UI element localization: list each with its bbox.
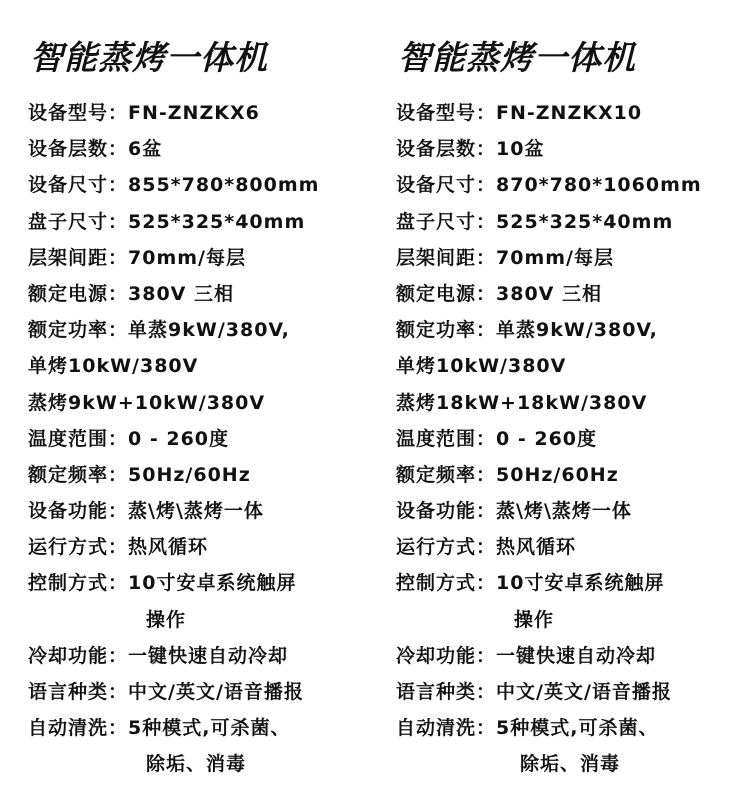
- spec-value: 单蒸9kW/380V,: [128, 319, 290, 342]
- spec-value: 单烤10kW/380V: [396, 355, 567, 378]
- spec-label: 额定频率：: [396, 463, 497, 486]
- spec-label: 额定电源：: [28, 282, 129, 305]
- spec-label: 温度范围：: [28, 427, 129, 450]
- spec-row-auto-clean-cont: [28, 746, 319, 782]
- spec-value: 10寸安卓系统触屏: [496, 572, 665, 595]
- spec-label: 盘子尺寸：: [28, 210, 129, 233]
- spec-row-control: [396, 565, 702, 601]
- spec-value: FN-ZNZKX10: [496, 102, 643, 124]
- spec-label: 自动清洗：: [396, 717, 497, 740]
- spec-value: 525*325*40mm: [128, 210, 306, 233]
- spec-label: 层架间距：: [396, 246, 497, 269]
- spec-label: 语言种类：: [28, 681, 129, 703]
- spec-row-tray-size: [28, 204, 319, 240]
- spec-row-layers: [28, 131, 319, 167]
- spec-label: 控制方式：: [28, 572, 129, 595]
- spec-value: 70mm/每层: [496, 246, 614, 269]
- spec-row-rated-power-cont: [28, 348, 319, 384]
- spec-value: FN-ZNZKX6: [128, 102, 260, 124]
- spec-row-model: [28, 95, 319, 131]
- spec-label: 运行方式：: [396, 536, 497, 559]
- spec-row-auto-clean: [396, 710, 702, 746]
- spec-row-rated-power: [396, 312, 702, 348]
- spec-value: 蒸\烤\蒸烤一体: [128, 500, 264, 523]
- spec-value: 一键快速自动冷却: [496, 644, 657, 667]
- spec-row-languages: [28, 674, 319, 710]
- spec-list: [28, 95, 319, 783]
- spec-label: 额定功率：: [396, 319, 497, 342]
- spec-row-temperature: [28, 421, 319, 457]
- spec-row-control-cont: [396, 602, 702, 638]
- spec-value: 中文/英文/语音播报: [128, 681, 304, 703]
- spec-row-model: [396, 95, 702, 131]
- spec-value: 操作: [146, 608, 187, 631]
- spec-value: 855*780*800mm: [128, 174, 320, 197]
- spec-row-operation-mode: [396, 529, 702, 565]
- spec-label: 冷却功能：: [28, 644, 129, 667]
- spec-label: 设备型号：: [28, 102, 129, 124]
- spec-value: 除垢、消毒: [520, 753, 621, 776]
- spec-value: 380V 三相: [128, 282, 234, 305]
- spec-value: 50Hz/60Hz: [496, 463, 619, 486]
- spec-row-languages: [396, 674, 702, 710]
- spec-value: 5种模式,可杀菌、: [496, 717, 659, 740]
- spec-label: 设备尺寸：: [28, 174, 129, 197]
- spec-label: 盘子尺寸：: [396, 210, 497, 233]
- spec-label: 设备型号：: [396, 102, 497, 124]
- spec-value: 一键快速自动冷却: [128, 644, 289, 667]
- spec-row-auto-clean-cont: [396, 746, 702, 782]
- spec-row-power-supply: [28, 276, 319, 312]
- spec-row-cooling: [396, 638, 702, 674]
- spec-label: 额定频率：: [28, 463, 129, 486]
- spec-value: 870*780*1060mm: [496, 174, 702, 197]
- spec-list: [396, 95, 702, 783]
- spec-label: 层架间距：: [28, 246, 129, 269]
- spec-label: 设备功能：: [396, 500, 497, 523]
- spec-row-control: [28, 565, 319, 601]
- spec-row-rated-power-cont: [396, 348, 702, 384]
- spec-value: 蒸烤18kW+18kW/380V: [396, 391, 648, 414]
- spec-value: 蒸烤9kW+10kW/380V: [28, 391, 266, 414]
- spec-row-functions: [28, 493, 319, 529]
- spec-label: 设备功能：: [28, 500, 129, 523]
- spec-value: 70mm/每层: [128, 246, 246, 269]
- spec-row-control-cont: [28, 602, 319, 638]
- spec-label: 设备层数：: [28, 138, 129, 161]
- spec-label: 自动清洗：: [28, 717, 129, 740]
- spec-value: 热风循环: [496, 536, 577, 559]
- spec-row-layers: [396, 131, 702, 167]
- spec-row-shelf-spacing: [396, 240, 702, 276]
- spec-row-frequency: [396, 457, 702, 493]
- spec-row-frequency: [28, 457, 319, 493]
- spec-label: 语言种类：: [396, 681, 497, 703]
- spec-label: 额定电源：: [396, 282, 497, 305]
- spec-value: 蒸\烤\蒸烤一体: [496, 500, 632, 523]
- spec-row-rated-power-cont: [396, 385, 702, 421]
- spec-value: 热风循环: [128, 536, 209, 559]
- spec-row-cooling: [28, 638, 319, 674]
- spec-row-power-supply: [396, 276, 702, 312]
- spec-value: 525*325*40mm: [496, 210, 674, 233]
- spec-label: 设备层数：: [396, 138, 497, 161]
- spec-value: 5种模式,可杀菌、: [128, 717, 291, 740]
- spec-value: 50Hz/60Hz: [128, 463, 251, 486]
- product-title: 智能蒸烤一体机: [398, 38, 636, 77]
- spec-value: 380V 三相: [496, 282, 602, 305]
- spec-label: 设备尺寸：: [396, 174, 497, 197]
- spec-label: 额定功率：: [28, 319, 129, 342]
- spec-value: 除垢、消毒: [146, 753, 247, 776]
- spec-row-temperature: [396, 421, 702, 457]
- spec-value: 0 - 260度: [128, 427, 230, 450]
- spec-value: 10寸安卓系统触屏: [128, 572, 297, 595]
- spec-value: 操作: [514, 608, 555, 631]
- spec-row-shelf-spacing: [28, 240, 319, 276]
- spec-row-rated-power: [28, 312, 319, 348]
- spec-label: 控制方式：: [396, 572, 497, 595]
- spec-label: 运行方式：: [28, 536, 129, 559]
- spec-value: 10盆: [496, 138, 545, 161]
- spec-label: 温度范围：: [396, 427, 497, 450]
- spec-value: 中文/英文/语音播报: [496, 681, 672, 703]
- product-title: 智能蒸烤一体机: [30, 38, 268, 77]
- spec-row-auto-clean: [28, 710, 319, 746]
- spec-row-dimensions: [396, 167, 702, 203]
- spec-row-operation-mode: [28, 529, 319, 565]
- spec-row-functions: [396, 493, 702, 529]
- spec-row-rated-power-cont: [28, 385, 319, 421]
- spec-label: 冷却功能：: [396, 644, 497, 667]
- spec-value: 单烤10kW/380V: [28, 355, 199, 378]
- spec-value: 单蒸9kW/380V,: [496, 319, 658, 342]
- spec-row-tray-size: [396, 204, 702, 240]
- spec-row-dimensions: [28, 167, 319, 203]
- spec-value: 6盆: [128, 138, 163, 161]
- spec-value: 0 - 260度: [496, 427, 598, 450]
